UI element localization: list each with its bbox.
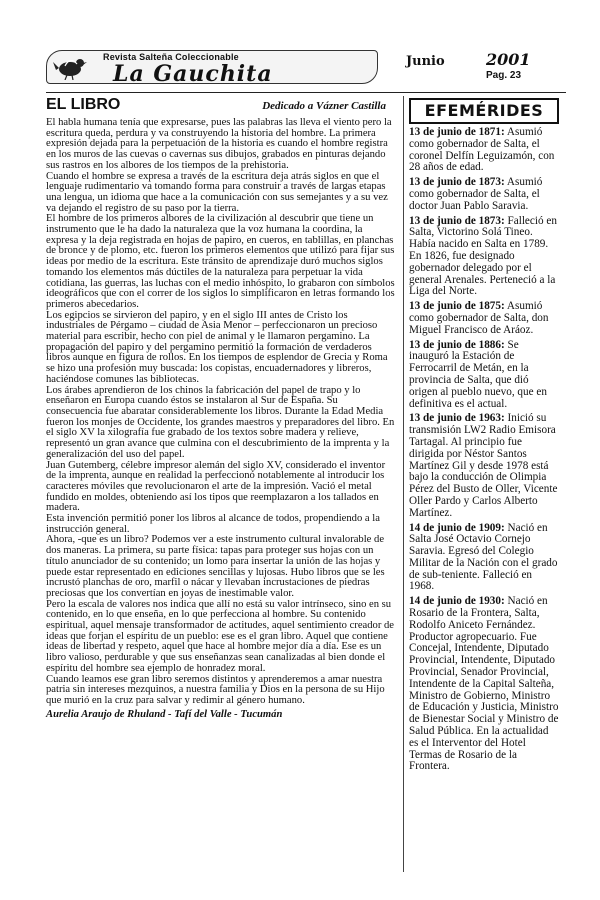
efemeride-entry xyxy=(409,127,559,174)
header-divider xyxy=(46,92,566,93)
article-paragraph: Pero la escala de valores nos indica que allí no está su valor intrínseco, sino en su contenido, en lo que enseña, en lo que perfecciona al hombre. Su contenido espiritual, aquel mensaje transformador de actitudes, aquel sentimiento creador de ideas que forjan el espíritu de un pueblo: ese es el gran libro. Aquel que contiene ideas de libertad y respeto, aquel que hace al hombre mejor día a día. Ese es un libro valioso, perdurable y que sus enseñanzas sean canalizadas al bien donde el espíritu del hombre sea ejemplo de honradez moral. xyxy=(46,598,394,674)
efemeride-date: 13 de junio de 1871: xyxy=(409,126,505,138)
efemeride-text: Nació en Salta José Octavio Cornejo Saravia. Egresó del Colegio Militar de la Nación con el grado de sub-teniente. Falleció en 1968. xyxy=(409,521,558,593)
efemeride-date: 14 de junio de 1930: xyxy=(409,595,505,608)
efemeride-entry xyxy=(409,216,559,299)
efemeride-text: Falleció en Salta, Victorino Solá Tineo. Había nacido en Salta en 1789. En 1826, fue designado gobernador delegado por el general Arenales. Perteneció a la Liga del Norte. xyxy=(409,214,557,298)
article-body xyxy=(46,118,396,707)
efemerides-title: EFEMÉRIDES xyxy=(409,98,559,124)
efemeride-entry xyxy=(409,340,559,411)
article-paragraph: Los árabes aprendieron de los chinos la fabricación del papel de trapo y lo enseñaron en Europa cuando éstos se instalaron al Sur de España. Su consecuencia fue abaratar considerablemente los libros. Durante la Edad Media fueron los monjes de Occidente, los grandes maestros y preparadores del libro. En el siglo XV la xilografía fue grabado de los textos sobre madera y relieve, representó un gran avance que culmina con el descubrimiento de la imprenta y la generalización del uso del papel. xyxy=(46,384,395,460)
efemeride-text: Asumió como gobernador de Salta, don Miguel Francisco de Aráoz. xyxy=(409,300,549,336)
article-author: Aurelia Araujo de Rhuland - Tafí del Valle - Tucumán xyxy=(46,708,283,720)
efemeride-text: Asumió como gobernador de Salta, el coronel Delfín Leguizamón, con 28 años de edad. xyxy=(409,126,555,174)
issue-month: Junio xyxy=(406,54,445,69)
efemeride-date: 13 de junio de 1873: xyxy=(409,214,505,227)
article-paragraph: Esta invención permitió poner los libros al alcance de todos, propendiendo a la instrucción general. xyxy=(46,513,380,535)
efemerides-list xyxy=(409,127,559,773)
efemeride-text: Nació en Rosario de la Frontera, Salta, Rodolfo Aniceto Fernández. Productor agropecuario. Fue Concejal, Intendente, Diputado Provincial, Intendente, Diputado Provincial, Senador Provincial, Intendente de la Capital Salteña, Ministro de Gobierno, Ministro de Educación y Justicia, Ministro de Bienestar Social y Ministro de Salud Pública. En la actualidad es el Interventor del Hotel Termas de Rosario de la Frontera. xyxy=(409,595,559,773)
efemerides-column xyxy=(409,98,559,868)
efemeride-date: 13 de junio de 1875: xyxy=(409,300,505,313)
column-divider xyxy=(403,96,404,872)
bird-logo-icon xyxy=(53,54,87,80)
efemeride-entry xyxy=(409,596,559,773)
efemeride-text: Asumió como gobernador de Salta, el doctor Juan Pablo Saravia. xyxy=(409,176,543,212)
article-paragraph: Juan Gutemberg, célebre impresor alemán del siglo XV, considerado el inventor de la imprenta, aunque en realidad la perfeccionó notablemente al introducir los caracteres móviles que revolucionaron el arte de la impresión. Vació el metal fundido en moldes, obteniendo así los tipos que reemplazaron a los tallados en madera. xyxy=(46,459,386,514)
efemeride-entry xyxy=(409,177,559,212)
efemeride-date: 13 de junio de 1873: xyxy=(409,176,505,189)
article-paragraph: Cuando leamos ese gran libro seremos distintos y aprenderemos a amar nuestra patria sin intereses mezquinos, a nuestra familia y Dios en la persona de su Hijo que murió en la cruz para salvar y redimir al género humano. xyxy=(46,673,385,706)
article-title: EL LIBRO xyxy=(46,96,121,113)
magazine-header xyxy=(46,46,566,86)
article-paragraph: Los egipcios se sirvieron del papiro, y en el siglo III antes de Cristo los industriales de Pérgamo – ciudad de Asia Menor – perfeccionaron un precioso material para escribir, hecho con piel de animal y le llamaron pergamino. La propagación del papiro y del pergamino permitió la formación de verdaderos libros aunque en figura de rollos. En los tiempos de esplendor de Grecia y Roma se hizo una profesión muy buscada: los copistas, encuadernadores y libreros, haciéndose comunes las bibliotecas. xyxy=(46,309,388,385)
efemeride-entry xyxy=(409,301,559,336)
article-paragraph: El habla humana tenía que expresarse, pues las palabras las lleva el viento pero la escritura queda, perdura y va construyendo la historia del hombre. La primera expresión dejada para la perpetuación de la historia es cuando el hombre registra en los muros de las cuevas o cavernas sus dibujos, grabados en pinturas dejando sus rastros en los albores de los tiempos de la prehistoria. xyxy=(46,117,392,171)
masthead-banner xyxy=(46,50,378,87)
efemeride-text: Se inauguró la Estación de Ferrocarril de Metán, en la provincia de Salta, que dió origen al pueblo nuevo, que en definitiva es el actual. xyxy=(409,338,547,410)
article-paragraph: Ahora, -que es un libro? Podemos ver a este instrumento cultural invalorable de dos maneras. La primera, su parte física: tapas para proteger sus hojas con un título anunciador de su contenido; un lomo para insertar la unión de las hojas y puede estar representado en ediciones sencillas y lujosas. Hubo libros que se les incrustó planchas de oro, marfil o nácar y llevaban incrustaciones de piedras preciosas que los convertían en joyas de inestimable valor. xyxy=(46,534,385,599)
issue-year: 2001 xyxy=(486,50,531,69)
efemeride-date: 13 de junio de 1886: xyxy=(409,338,505,351)
magazine-title: La Gauchita xyxy=(113,61,273,87)
magazine-subtitle: Revista Salteña Coleccionable xyxy=(103,52,239,62)
efemeride-date: 13 de junio de 1963: xyxy=(409,412,505,425)
efemeride-text: Inició su transmisión LW2 Radio Emisora Tartagal. Al principio fue dirigida por Néstor Santos Martínez Gil y desde 1978 está bajo la conducción de Olimpia Pérez del Busto de Oller, Vicente Oller Pardo y Carlos Alberto Martínez. xyxy=(409,412,558,519)
efemeride-entry xyxy=(409,523,559,594)
page-number: Pag. 23 xyxy=(486,70,522,81)
article-dedication: Dedicado a Vázner Castilla xyxy=(262,100,386,112)
efemeride-entry xyxy=(409,413,559,519)
article-paragraph: El hombre de los primeros albores de la civilización al descubrir que tiene un instrumento que le ha dado la naturaleza que la voz humana la coordina, la expresa y la deja registrada en hojas de papiro, en cueros, en tablillas, en planchas de bronce y de plomo, etc. fueron los primeros elementos que utilizó para fijar sus ideas por medio de la escritura. Este tránsito de aprendizaje duró muchos siglos tomando los elementos más dúctiles de la naturaleza para perpetuar la vida cotidiana, las guerras, las luchas con el medio inhóspito, lo grabaron con símbolos ideográficos que con el correr de los siglos lo simplificaron en letras formando los primeros abecedarios. xyxy=(46,213,395,310)
article-paragraph: Cuando el hombre se expresa a través de la escritura deja atrás siglos en que el lenguaje rudimentario va tomando forma para construir a través de largas etapas una lengua, un idioma que hace a la comunicación con sus semejantes y a su vez va dejando el registro de su paso por la tierra. xyxy=(46,170,388,214)
efemeride-date: 14 de junio de 1909: xyxy=(409,521,505,534)
article-column xyxy=(46,96,396,872)
